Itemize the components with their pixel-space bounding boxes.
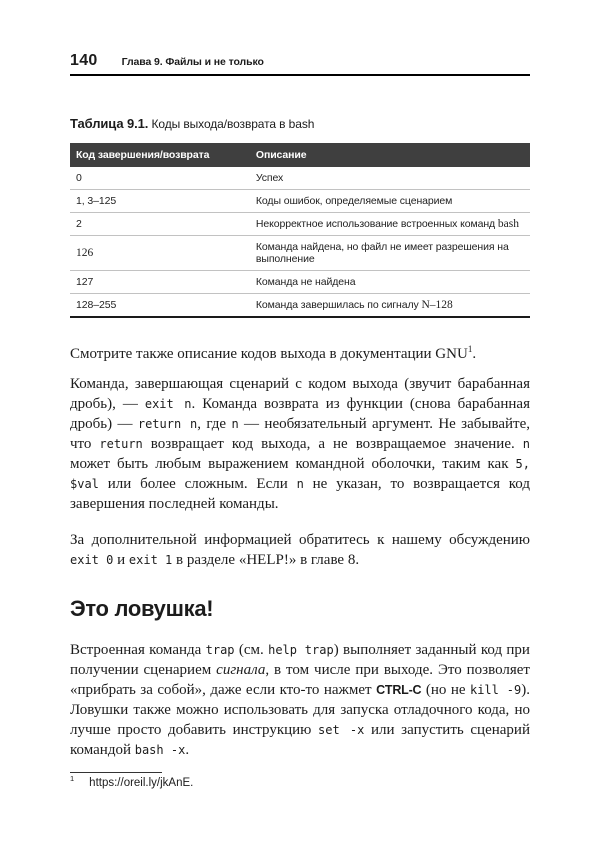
cell-description [250, 294, 530, 318]
text-segment: возвращает код выхода, а не возвращаемое значение. [142, 436, 523, 452]
text-segment: n [231, 417, 239, 431]
text-segment: или запустить сценарий командой [70, 722, 530, 758]
text-segment: (но не [421, 682, 470, 698]
text-segment: exit n [144, 397, 192, 411]
text-segment: , в том числе при выходе. Это позволяет «прибрать за собой», даже если кто-то нажмет [70, 662, 530, 698]
table-row [70, 271, 530, 294]
text-segment: n [296, 477, 304, 491]
table-body [70, 167, 530, 317]
text-segment: 127 [76, 276, 94, 288]
text-segment: не указан, то возвращается код завершения последней команды. [70, 476, 531, 512]
paragraph-gnu-docs [70, 344, 530, 364]
cell-description [250, 213, 530, 236]
table-caption [70, 116, 530, 131]
text-segment: ) выполняет заданный код при получении сценарием [70, 642, 530, 678]
table-header [70, 143, 530, 167]
column-header-exit-code: Код завершения/возврата [70, 143, 250, 167]
cell-description [250, 190, 530, 213]
text-segment: . [185, 742, 190, 758]
text-segment: Команда найдена, но файл не имеет разрешения на выполнение [255, 241, 509, 265]
cell-description [250, 236, 530, 271]
text-segment: Успех [255, 172, 284, 184]
chapter-title: Глава 9. Файлы и не только [121, 56, 264, 68]
text-segment: или более сложным. Если [98, 476, 297, 492]
text-segment: 1 [467, 344, 473, 354]
table-row [70, 236, 530, 271]
text-segment: 2 [76, 218, 82, 230]
paragraph-exit-return [70, 374, 530, 514]
text-segment: set -x [318, 723, 365, 737]
cell-exit-code [70, 213, 250, 236]
cell-description [250, 271, 530, 294]
text-segment: в разделе «HELP!» в главе 8. [172, 552, 360, 568]
text-segment: Команда, завершающая сценарий с кодом выхода (звучит барабанная дробь), — [70, 376, 530, 412]
text-segment: return [99, 437, 143, 451]
section-heading: Это ловушка! [70, 596, 214, 621]
footnote-url: https://oreil.ly/jkAnE. [89, 777, 194, 789]
text-segment: Коды ошибок, определяемые сценарием [255, 195, 453, 207]
footnote-line [70, 774, 530, 789]
text-segment: Команда завершилась по сигналу [255, 299, 422, 311]
text-segment: exit 1 [128, 553, 173, 567]
text-segment: 126 [76, 247, 94, 259]
text-segment: 128–255 [76, 299, 117, 311]
text-segment: может быть любым выражением командной оболочки, таким как [70, 456, 516, 472]
cell-exit-code [70, 294, 250, 318]
text-segment: 1, 3–125 [76, 195, 117, 207]
table-row [70, 167, 530, 190]
table-caption-text: Коды выхода/возврата в bash [151, 117, 315, 131]
page-number: 140 [70, 52, 98, 69]
text-segment: За дополнительной информацией обратитесь к нашему обсуждению [70, 532, 530, 548]
text-segment: , где [197, 416, 232, 432]
table-row [70, 190, 530, 213]
text-segment: 0 [76, 172, 82, 184]
text-segment: kill -9 [469, 683, 522, 697]
cell-description [250, 167, 530, 190]
paragraph-help-reference [70, 530, 530, 570]
footnote [70, 772, 530, 789]
text-segment: trap [205, 643, 235, 657]
text-segment: . Команда возврата из функции (снова барабанная дробь) — [70, 396, 530, 432]
text-segment: Некорректное использование встроенных команд [255, 218, 498, 230]
text-segment: ). Ловушки также можно использовать для запуска отладочного кода, но лучше просто добавить инструкцию [70, 682, 530, 738]
text-segment: — необязательный аргумент. Не забывайте, что [70, 416, 531, 452]
footnote-divider [70, 772, 162, 773]
running-header [70, 0, 530, 76]
cell-exit-code [70, 236, 250, 271]
text-segment: Смотрите также описание кодов выхода в документации GNU [70, 346, 468, 362]
table-row [70, 213, 530, 236]
table-header-row [70, 143, 530, 167]
paragraph-trap [70, 640, 530, 760]
text-segment: N–128 [421, 299, 453, 311]
text-segment: (см. [234, 642, 269, 658]
text-segment: exit 0 [70, 553, 114, 567]
table-row [70, 294, 530, 318]
table-caption-label: Таблица 9.1. [70, 116, 149, 131]
text-segment: Встроенная команда [70, 642, 206, 658]
text-segment: n [522, 437, 530, 451]
text-segment: . [472, 346, 477, 362]
text-segment: return n [137, 417, 198, 431]
cell-exit-code [70, 190, 250, 213]
column-header-description: Описание [250, 143, 530, 167]
text-segment: help trap [268, 643, 334, 657]
footnote-marker: 1 [70, 774, 75, 784]
exit-codes-table [70, 143, 530, 318]
text-segment: CTRL-C [376, 683, 422, 697]
text-segment: сигнала [216, 662, 266, 678]
text-segment: Команда не найдена [255, 276, 356, 288]
text-segment: 5, $val [70, 457, 530, 491]
text-segment: bash -x [134, 743, 186, 757]
text-segment: bash [497, 218, 519, 230]
cell-exit-code [70, 167, 250, 190]
cell-exit-code [70, 271, 250, 294]
text-segment: и [113, 552, 129, 568]
